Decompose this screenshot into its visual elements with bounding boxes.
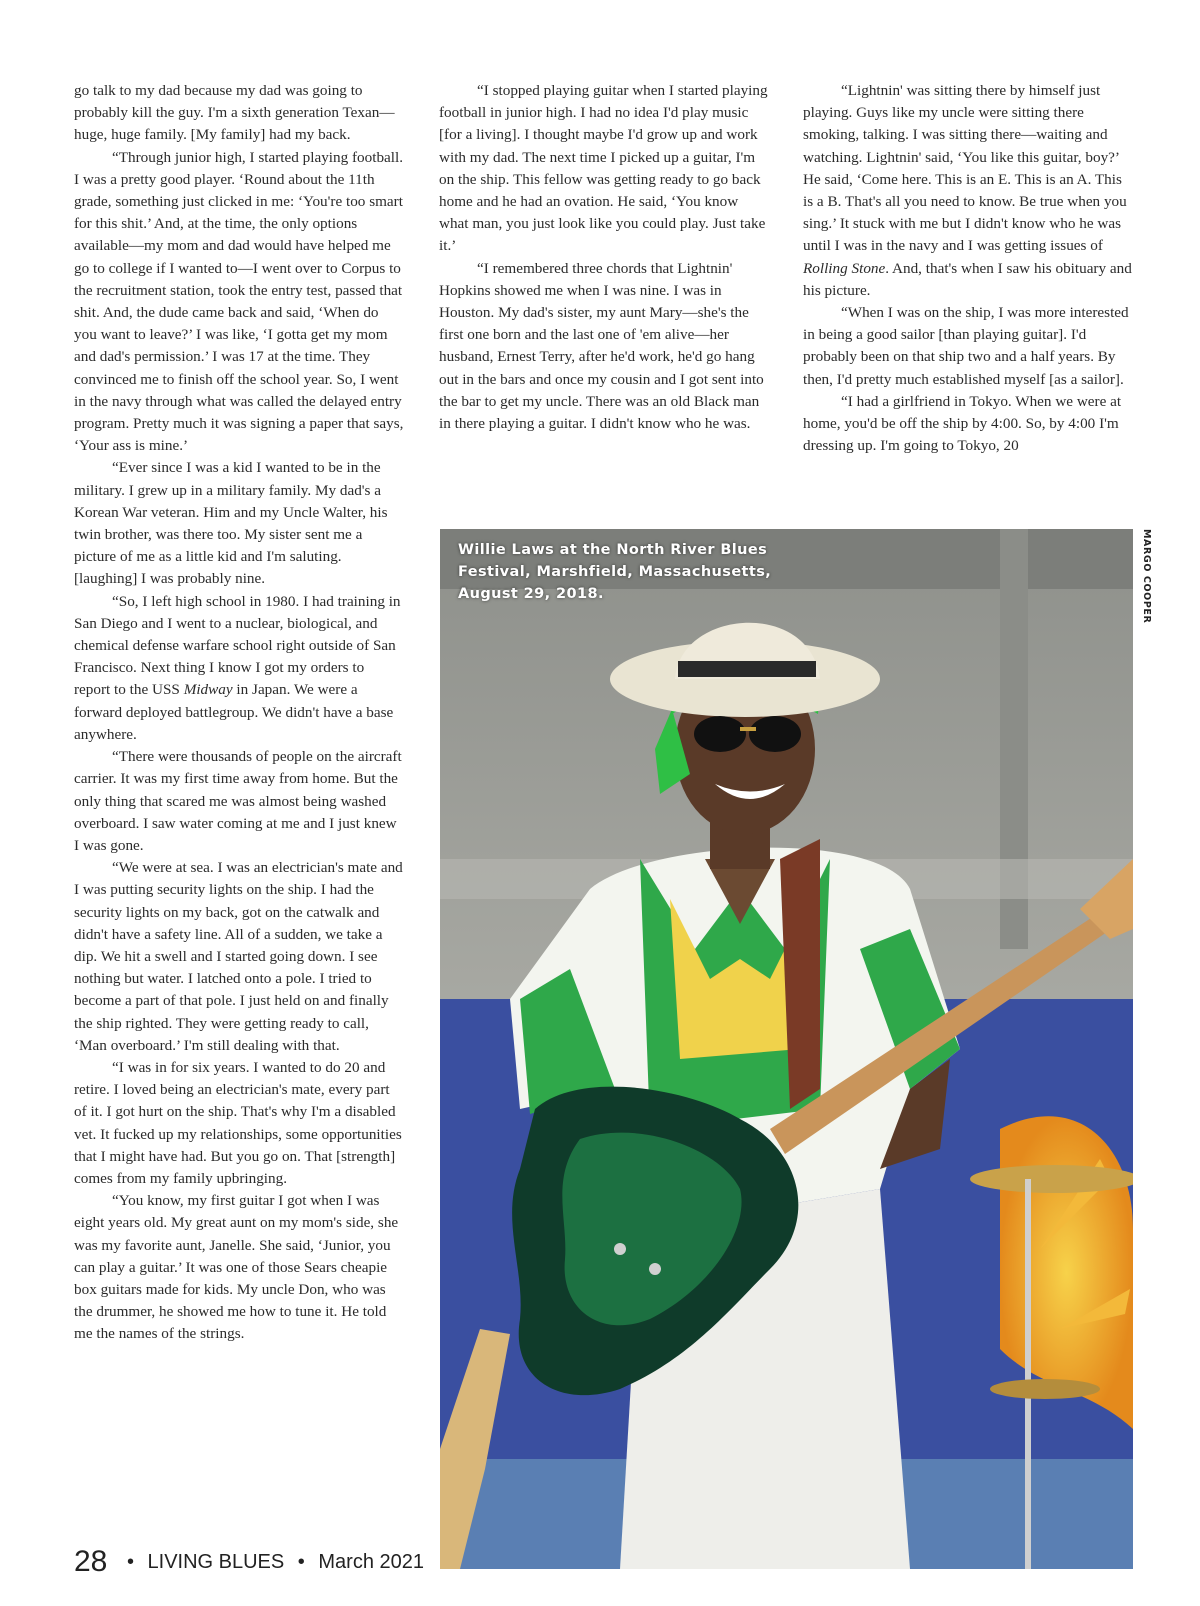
paragraph-text: go talk to my dad because my dad was going to probably kill the guy. I'm a sixth generation Texan—huge, huge family. [My family] had my back. — [74, 82, 395, 144]
article-paragraph — [74, 457, 404, 590]
paragraph-text-continued: . And, that's when I saw his obituary and his picture. — [803, 259, 1132, 299]
paragraph-text: “Ever since I was a kid I wanted to be in the military. I grew up in a military family. My dad's a Korean War veteran. Him and my Uncle Walter, his twin brother, was there too. My sister sent me a picture of me as a little kid and I'm saluting. [laughing] I was probably nine. — [74, 459, 388, 588]
performer-photo — [440, 529, 1133, 1569]
article-paragraph — [74, 1190, 404, 1345]
page-number: 28 — [74, 1545, 108, 1578]
article-paragraph — [74, 80, 404, 147]
photo-illustration — [440, 529, 1133, 1569]
paragraph-text: “There were thousands of people on the aircraft carrier. It was my first time away from home. But the only thing that scared me was almost being washed overboard. I saw water coming at me and I just knew I was gone. — [74, 748, 402, 854]
text-column-right — [803, 80, 1133, 457]
article-paragraph — [74, 746, 404, 857]
footer-separator: • — [126, 1551, 134, 1573]
article-paragraph — [803, 80, 1133, 302]
text-column-left — [74, 80, 404, 1346]
paragraph-text-continued: in Japan. We were a forward deployed battlegroup. We didn't have a base anywhere. — [74, 681, 394, 743]
paragraph-text: “I was in for six years. I wanted to do 20 and retire. I loved being an electrician's mate, every part of it. I got hurt on the ship. That's why I'm a disabled vet. It fucked up my relationships, some opportunities that I might have had. But you go on. That [strength] comes from my family upbringing. — [74, 1058, 402, 1187]
paragraph-text: “So, I left high school in 1980. I had training in San Diego and I went to a nuclear, biological, and chemical defense warfare school right outside of San Francisco. Next thing I know I got my orders to report to the USS — [74, 592, 401, 699]
magazine-name: LIVING BLUES — [147, 1551, 285, 1573]
paragraph-text: “I had a girlfriend in Tokyo. When we were at home, you'd be off the ship by 4:00. So, by 4:00 I'm dressing up. I'm going to Tokyo, 20 — [803, 392, 1122, 455]
article-paragraph — [74, 857, 404, 1057]
paragraph-text: “When I was on the ship, I was more interested in being a good sailor [than playing guitar]. I'd probably been on that ship two and a half years. By then, I'd pretty much established myself [as a sailor]. — [803, 304, 1129, 388]
paragraph-text: “You know, my first guitar I got when I was eight years old. My great aunt on my mom's side, she was my favorite aunt, Janelle. She said, ‘Junior, you can play a guitar.’ It was one of those Sears cheapie box guitars made for kids. My uncle Don, who was the drummer, he showed me how to tune it. He told me the names of the strings. — [74, 1192, 399, 1343]
paragraph-text: “Through junior high, I started playing football. I was a pretty good player. ‘Round about the 11th grade, something just clicked in me: ‘You're too smart for this shit.’ And, at the time, the only options available—my mom and dad would have helped me go to college if I wanted to—I went over to Corpus to the recruitment station, took the entry test, passed that shit. And, the dude came back and said, ‘When do you want to leave?’ I was like, ‘I gotta get my mom and dad's permission.’ I was 17 at the time. They convinced me to finish off the school year. So, I went in the navy through what was called the delayed entry program. Pretty much it was signing a paper that says, ‘Your ass is mine.’ — [74, 148, 404, 455]
text-column-middle — [439, 80, 769, 435]
article-paragraph — [439, 258, 769, 436]
article-paragraph — [74, 591, 404, 746]
article-paragraph — [803, 302, 1133, 391]
photo-caption: Willie Laws at the North River Blues Festival, Marshfield, Massachusetts, August 29, 2018. — [458, 542, 772, 602]
italic-title: Rolling Stone — [803, 259, 886, 277]
paragraph-text: “I stopped playing guitar when I started playing football in junior high. I had no idea I'd play music [for a living]. I thought maybe I'd grow up and work with my dad. The next time I picked up a guitar, I'm on the ship. This fellow was getting ready to go back home and he had an ovation. He said, ‘You know what man, you just look like you could play. Just take it.’ — [439, 82, 768, 255]
page-footer — [74, 1545, 424, 1579]
article-paragraph — [803, 391, 1133, 458]
article-paragraph — [74, 147, 404, 458]
paragraph-text: “I remembered three chords that Lightnin' Hopkins showed me when I was nine. I was in Houston. My dad's sister, my aunt Mary—she's the first one born and the last one of 'em alive—her husband, Ernest Terry, after he'd work, he'd go hang out in the bars and once my cousin and I got sent into the bar to get my uncle. There was an old Black man in there playing a guitar. I didn't know who he was. — [439, 259, 764, 433]
footer-separator: • — [297, 1551, 305, 1573]
article-paragraph — [439, 80, 769, 258]
paragraph-text: “We were at sea. I was an electrician's mate and I was putting security lights on the ship. I had the security lights on my back, got on the catwalk and didn't have a safety line. All of a sudden, we take a dip. We hit a swell and I started going down. I see nothing but water. I latched onto a pole. I tried to become a part of that pole. I just held on and finally the ship righted. They were getting ready to call, ‘Man overboard.’ I'm still dealing with that. — [74, 859, 403, 1054]
italic-title: Midway — [183, 681, 233, 699]
issue-date: March 2021 — [318, 1551, 424, 1573]
article-paragraph — [74, 1057, 404, 1190]
paragraph-text: “Lightnin' was sitting there by himself just playing. Guys like my uncle were sitting there smoking, talking. I was sitting there—waiting and watching. Lightnin' said, ‘You like this guitar, boy?’ He said, ‘Come here. This is an E. This is an A. This is a B. That's all you need to know. Be true when you sing.’ It stuck with me but I didn't know who he was until I was in the navy and I was getting issues of — [803, 82, 1127, 255]
photo-credit: MARGO COOPER — [1141, 529, 1152, 624]
